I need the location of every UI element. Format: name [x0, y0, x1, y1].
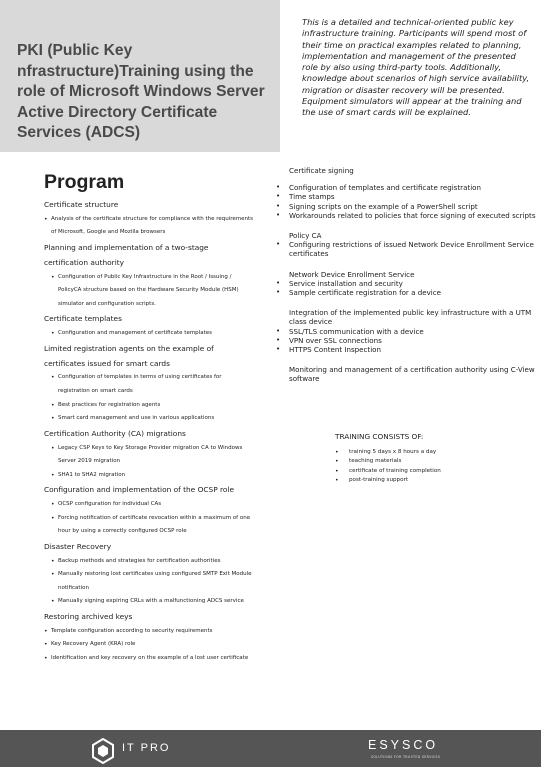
program-heading: Program — [44, 171, 125, 193]
training-title: TRAINING CONSISTS OF: — [335, 432, 424, 441]
list-item: • Smart card management and use in various applications — [51, 412, 254, 426]
ndes-list — [276, 279, 538, 297]
list-item: • Key Recovery Agent (KRA) role — [44, 638, 254, 652]
utm-list — [276, 327, 538, 355]
list-item: • SSL/TLS communication with a device — [276, 327, 538, 336]
section-two-stage-ca — [44, 241, 254, 311]
list-item: • Best practices for registration agents — [51, 399, 254, 413]
list-item: • VPN over SSL connections — [276, 336, 538, 345]
list-item: • Forcing notification of certificate revocation within a maximum of one hour by using a correctly configured OCSP role — [51, 512, 254, 539]
section-title: Planning and implementation of a two-stage certification authority — [44, 242, 209, 267]
footer-bar — [0, 730, 541, 767]
section-certificate-structure — [44, 198, 254, 240]
list-item: • Analysis of the certificate structure for compliance with the requirements of Microsoft, Google and Mozilla browsers — [44, 213, 254, 240]
list-item: • Time stamps — [276, 192, 538, 201]
section-registration-agents — [44, 342, 254, 426]
training-description: This is a detailed and technical-oriented public key infrastructure training. Participants will spend most of their time on practical examples related to planning, implementation and management of the presented role by also using third-party tools. Additionally, knowledge about scenarios of high service availability, migration or disaster recovery will be presented. Equipment simulators will appear at the training and the use of smart cards will be explained. — [302, 17, 530, 118]
esysco-logo-text: ESYSCO — [368, 738, 439, 752]
list-item: • training 5 days x 8 hours a day — [335, 448, 535, 457]
certificate-signing-list — [276, 183, 538, 220]
policy-ca-list — [276, 240, 538, 258]
itpro-logo-text: IT PRO — [122, 742, 171, 754]
list-item: • teaching materials — [335, 457, 535, 466]
page-title: PKI (Public Key nfrastructure)Training using the role of Microsoft Windows Server Active Directory Certificate Services (ADCS) — [17, 42, 265, 141]
training-box — [335, 432, 535, 486]
section-title: Monitoring and management of a certification authority using C-View software — [289, 365, 535, 384]
list-item: • Configuration of templates in terms of using certificates for registration on smart cards — [51, 371, 254, 398]
list-item: • Backup methods and strategies for certification authorities — [51, 555, 254, 569]
program-sections-continued — [276, 166, 538, 384]
list-item: • Configuring restrictions of issued Network Device Enrollment Service certificates — [276, 240, 538, 258]
list-item: • Configuration of Public Key Infrastructure in the Root / Issuing / PolicyCA structure based on the Hardware Security Module (HSM) simulator and configuration scripts. — [51, 271, 254, 312]
section-title: Configuration and implementation of the OCSP role — [44, 485, 235, 495]
section-title: Disaster Recovery — [44, 541, 112, 551]
section-title: Restoring archived keys — [44, 612, 133, 622]
list-item: • Signing scripts on the example of a PowerShell script — [276, 202, 538, 211]
list-item: • Legacy CSP Keys to Key Storage Provider migration CA to Windows Server 2019 migration — [51, 442, 254, 469]
program-sections — [44, 197, 254, 666]
section-title: Network Device Enrollment Service — [289, 269, 415, 279]
section-disaster-recovery — [44, 540, 254, 609]
list-item: • certificate of training completion — [335, 467, 535, 476]
section-ocsp — [44, 483, 254, 539]
list-item: • Configuration and management of certificate templates — [51, 327, 254, 341]
section-restoring-keys — [44, 610, 254, 666]
list-item: • Manually restoring lost certificates using configured SMTP Exit Module notification — [51, 568, 254, 595]
list-item: • Template configuration according to security requirements — [44, 625, 254, 639]
section-certificate-templates — [44, 312, 254, 340]
section-title: Certificate structure — [44, 200, 119, 209]
list-item: • HTTPS Content Inspection — [276, 345, 538, 354]
esysco-tagline: SOLUTIONS FOR TRUSTED SERVICES — [371, 755, 441, 759]
list-item: • post-training support — [335, 476, 535, 485]
section-title: Policy CA — [289, 231, 322, 241]
list-item: • Sample certificate registration for a device — [276, 288, 538, 297]
section-ca-migrations — [44, 427, 254, 483]
list-item: • Workarounds related to policies that force signing of executed scripts — [276, 211, 538, 220]
section-title: Limited registration agents on the example of certificates issued for smart cards — [44, 343, 214, 368]
list-item: • Manually signing expiring CRLs with a malfunctioning ADCS service — [51, 595, 254, 609]
itpro-logo-icon — [91, 738, 115, 767]
section-title: Certificate templates — [44, 314, 122, 324]
section-title: Integration of the implemented public key infrastructure with a UTM class device — [289, 308, 532, 327]
list-item: • Configuration of templates and certificate registration — [276, 183, 538, 192]
list-item: • Identification and key recovery on the example of a lost user certificate — [44, 652, 254, 666]
list-item: • SHA1 to SHA2 migration — [51, 469, 254, 483]
list-item: • Service installation and security — [276, 279, 538, 288]
section-title: Certification Authority (CA) migrations — [44, 428, 186, 438]
list-item: • OCSP configuration for individual CAs — [51, 498, 254, 512]
section-title: Certificate signing — [289, 166, 354, 175]
